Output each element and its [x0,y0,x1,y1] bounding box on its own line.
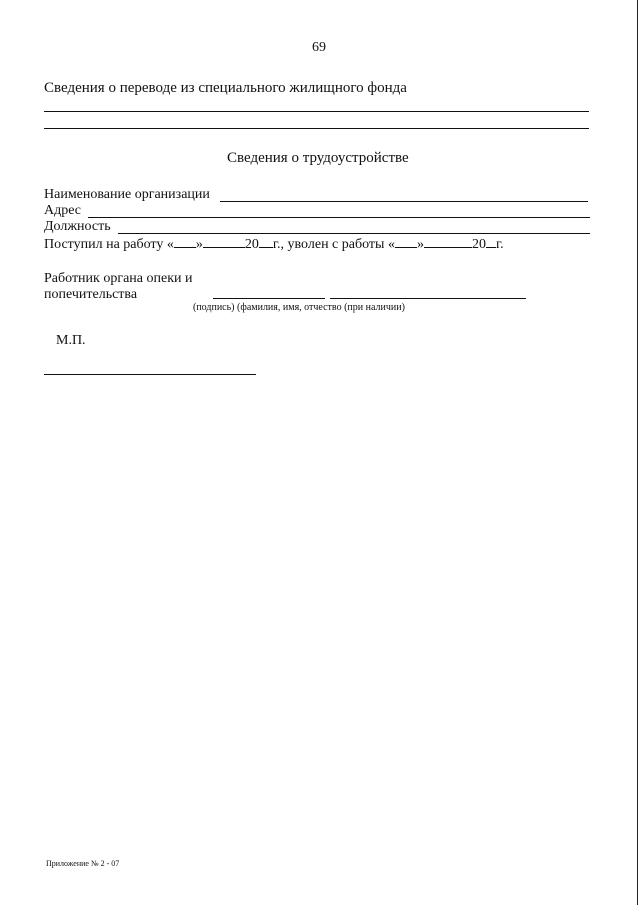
address-label: Адрес [44,203,82,218]
fire-year-suffix: г. [495,237,504,252]
worker-label-line2: попечительства [44,287,138,302]
hire-quote-close: » [195,237,203,252]
housing-line-2 [44,128,589,129]
org-name-label: Наименование организации [44,187,210,202]
fire-day-blank [395,235,417,248]
housing-line-1 [44,111,589,112]
fired-label: г., уволен с работы « [272,237,395,252]
stamp-label: М.П. [56,333,86,348]
appendix-footer: Приложение № 2 - 07 [46,859,120,868]
housing-transfer-title: Сведения о переводе из специального жилищного фонда [44,80,407,96]
signature-line [213,298,325,299]
employment-heading: Сведения о трудоустройстве [227,150,409,166]
page-edge [637,0,638,905]
fire-month-blank [424,235,472,248]
employment-dates-row [44,235,504,253]
page-number: 69 [312,40,326,55]
fire-quote-close: » [416,237,424,252]
hired-label: Поступил на работу « [44,237,174,252]
position-label: Должность [44,219,111,234]
org-name-line [220,201,588,202]
full-name-line [330,298,526,299]
hire-month-blank [203,235,245,248]
signature-caption: (подпись) (фамилия, имя, отчество (при наличии) [193,302,405,313]
position-line [118,233,590,234]
fire-year-blank [486,235,496,248]
fire-year-prefix: 20 [471,237,486,252]
hire-year-blank [259,235,273,248]
hire-day-blank [174,235,196,248]
stamp-line [44,374,256,375]
address-line [88,217,590,218]
worker-label-line1: Работник органа опеки и [44,271,193,286]
hire-year-prefix: 20 [244,237,259,252]
